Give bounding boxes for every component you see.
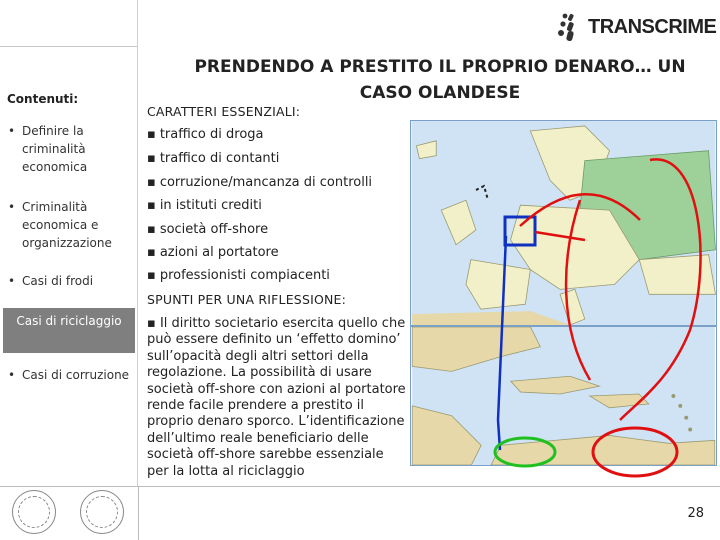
bullet: •: [8, 124, 16, 138]
page-title: PRENDENDO A PRESTITO IL PROPRIO DENARO… UN CASO OLANDESE: [194, 57, 686, 103]
sidebar-top-rule: [0, 46, 137, 47]
page-number: 28: [687, 506, 704, 521]
university-seal-icon: [12, 490, 56, 534]
sidebar: [0, 0, 138, 486]
bullet: •: [8, 274, 16, 288]
footer-rule: [0, 486, 720, 487]
feature-item: ▪ traffico di contanti: [147, 151, 280, 166]
sidebar-item-label: Casi di corruzione: [22, 368, 130, 382]
university-seal-icon: [80, 490, 124, 534]
sidebar-item-riciclaggio[interactable]: [3, 308, 135, 353]
feature-item: ▪ professionisti compiacenti: [147, 268, 330, 283]
feature-item: ▪ azioni al portatore: [147, 245, 279, 260]
sidebar-item-criminalita[interactable]: [8, 198, 140, 252]
caribbean-map: [410, 326, 717, 466]
feature-item: ▪ traffico di droga: [147, 127, 264, 142]
sidebar-item-label: Criminalità economica e organizzazione: [22, 200, 112, 250]
feature-item: ▪ corruzione/mancanza di controlli: [147, 175, 373, 190]
sidebar-item-frodi[interactable]: [8, 272, 140, 290]
sidebar-item-label: Casi di frodi: [22, 274, 94, 288]
sidebar-item-corruzione[interactable]: [8, 366, 140, 384]
sidebar-heading: Contenuti:: [7, 92, 79, 106]
sidebar-item-label: Definire la criminalità economica: [22, 124, 88, 174]
sidebar-item-definire[interactable]: [8, 122, 140, 176]
reflection-heading: SPUNTI PER UNA RIFLESSIONE:: [147, 292, 347, 307]
brand-name: TRANSCRIME: [588, 16, 717, 38]
bullet: •: [8, 368, 16, 382]
sidebar-item-label: Casi di riciclaggio: [16, 314, 122, 328]
feature-item: ▪ in istituti crediti: [147, 198, 262, 213]
bullet: •: [8, 200, 16, 214]
europe-map: [410, 120, 717, 326]
features-heading: CARATTERI ESSENZIALI:: [147, 104, 301, 119]
feature-item: ▪ società off-shore: [147, 222, 269, 237]
reflection-paragraph: ▪ Il diritto societario esercita quello che può essere definito un ‘effetto domino’ sull’opacità degli altri settori della regolazione. La possibilità di usare società off-shore con azioni al portatore rende facile prendere a prestito il proprio denaro sporco. L’identificazione dell’ultimo reale beneficiario delle società off-shore sarebbe essenziale per la lotta al riciclaggio: [147, 316, 406, 479]
footer-divider: [138, 486, 139, 540]
